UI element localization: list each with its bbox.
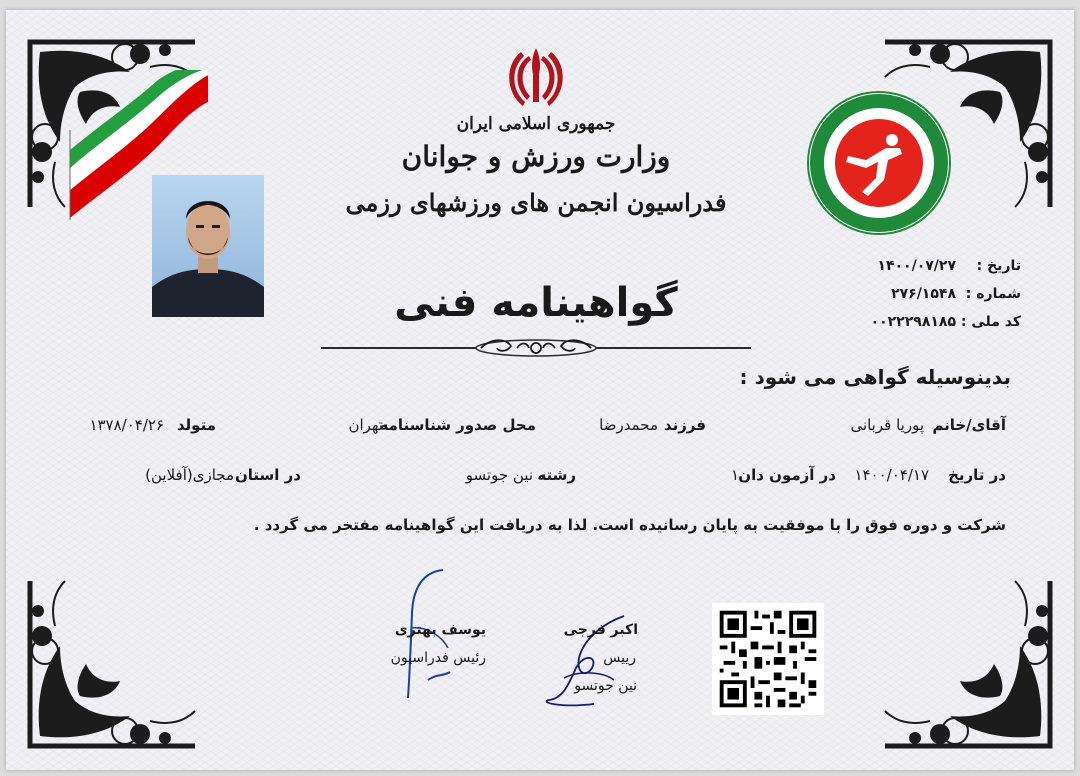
- closing-text: شرکت و دوره فوق را با موفقیت به پایان رسانیده است. لذا به دریافت این گواهینامه مفتخر می گردد .: [253, 516, 1006, 534]
- date-label: تاریخ :: [976, 258, 1021, 274]
- federation-logo-icon: [806, 90, 952, 236]
- iran-emblem-icon: [503, 44, 569, 110]
- corner-ornament-bottom-left: [20, 571, 205, 756]
- certificate-paper: [6, 10, 1074, 770]
- title-divider-ornament: [321, 336, 751, 360]
- right-signer-role-1: رییس: [603, 650, 636, 666]
- exam-level-label: در آزمون دان: [738, 466, 836, 484]
- certificate-title: گواهینامه فنی: [394, 280, 678, 326]
- exam-date-value: ۱۴۰۰/۰۴/۱۷: [854, 466, 929, 484]
- national-code-value: ۰۰۲۲۲۹۸۱۸۵: [870, 314, 956, 330]
- name-label: آقای/خانم: [932, 416, 1006, 434]
- name-value: پوریا قربانی: [850, 416, 924, 434]
- exam-level-value: ۱: [730, 466, 739, 484]
- ministry-heading: وزارت ورزش و جوانان: [401, 140, 671, 173]
- national-code-label: کد ملی :: [960, 314, 1021, 330]
- issue-place-label: محل صدور شناسنامه: [379, 416, 536, 434]
- issue-place-value: تهران: [348, 416, 383, 434]
- left-signer-role: رئیس فدراسیون: [390, 650, 486, 666]
- intro-text: بدینوسیله گواهی می شود :: [739, 365, 1011, 389]
- father-label: فرزند: [663, 416, 706, 434]
- discipline-label: رشته: [537, 466, 576, 484]
- right-signer-name: اکبر فرجی: [563, 622, 638, 638]
- province-value: مجازی(آفلاین): [145, 466, 234, 484]
- number-label: شماره :: [965, 286, 1021, 302]
- left-signer-name: یوسف بهتری: [394, 622, 486, 638]
- federation-heading: فدراسیون انجمن های ورزشهای رزمی: [345, 188, 727, 217]
- corner-ornament-bottom-right: [875, 571, 1060, 756]
- birth-value: ۱۳۷۸/۰۴/۲۶: [89, 416, 164, 434]
- republic-heading: جمهوری اسلامی ایران: [456, 114, 616, 134]
- exam-date-label: در تاریخ: [948, 466, 1006, 484]
- qr-code: [712, 603, 824, 715]
- discipline-value: نین جوتسو: [465, 466, 533, 484]
- birth-label: متولد: [176, 416, 216, 434]
- date-value: ۱۴۰۰/۰۷/۲۷: [877, 258, 956, 274]
- father-value: محمدرضا: [599, 416, 658, 434]
- province-label: در استان: [234, 466, 301, 484]
- profile-photo: [152, 175, 264, 317]
- number-value: ۲۷۶/۱۵۴۸: [891, 286, 956, 302]
- right-signer-role-2: نین جوتسو: [574, 678, 637, 694]
